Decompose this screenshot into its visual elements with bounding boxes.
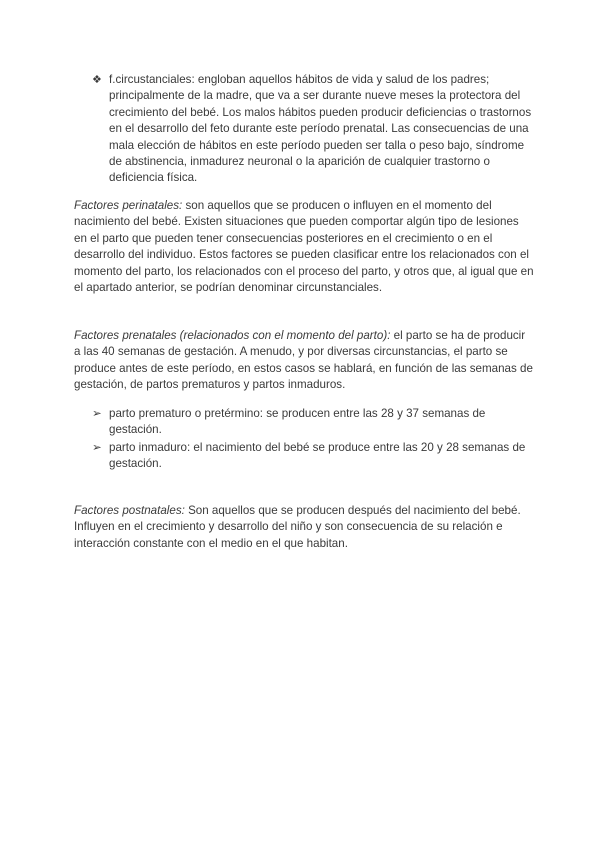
bullet-text: f.circustanciales: engloban aquellos hábitos de vida y salud de los padres; principalmente de la madre, que va a ser durante nueve meses la protectora del crecimiento del bebé. Los malos hábitos pueden producir deficiencias o trastornos en el desarrollo del feto durante este período prenatal. Las consecuencias de una mala elección de hábitos en este período pueden ser talla o peso bajo, síndrome de abstinencia, inmadurez neuronal o la aparición de cualquier trastorno o deficiencia física. bbox=[109, 73, 532, 185]
arrow-bullet-icon: ➢ bbox=[92, 440, 102, 454]
list-item-text: parto inmaduro: el nacimiento del bebé se produce entre las 20 y 28 semanas de gestación. bbox=[109, 440, 526, 471]
parto-list bbox=[92, 406, 532, 474]
list-item-text: parto prematuro o pretérmino: se producen entre las 28 y 37 semanas de gestación. bbox=[109, 407, 486, 437]
list-item bbox=[92, 440, 532, 473]
diamond-bullet-icon: ❖ bbox=[92, 74, 102, 86]
postnatal-paragraph bbox=[74, 503, 534, 552]
prenatal-paragraph bbox=[74, 328, 534, 394]
list-item bbox=[92, 406, 532, 439]
prenatal-text: el parto se ha de producir a las 40 semanas de gestación. A menudo, y por diversas circunstancias, el parto se produce antes de este período, en estos casos se hablará, en función de las semanas de gestación, de partos prematuros y partos inmaduros. bbox=[74, 329, 533, 392]
prenatal-title: Factores prenatales (relacionados con el momento del parto): bbox=[74, 329, 391, 342]
perinatal-title: Factores perinatales: bbox=[74, 199, 183, 212]
arrow-bullet-icon: ➢ bbox=[92, 407, 102, 420]
circumstantial-factors-bullet bbox=[92, 72, 532, 187]
postnatal-title: Factores postnatales: bbox=[74, 504, 185, 517]
postnatal-text: Son aquellos que se producen después del nacimiento del bebé. Influyen en el crecimiento y desarrollo del niño y son consecuencia de su relación e interacción constante con el medio en el que habitan. bbox=[74, 504, 521, 550]
perinatal-paragraph bbox=[74, 198, 534, 296]
bullet-row bbox=[92, 72, 532, 187]
perinatal-text: son aquellos que se producen o influyen en el momento del nacimiento del bebé. Existen situaciones que pueden comportar algún tipo de lesiones en el parto que pueden tener consecuencias posteriores en el crecimiento o en el desarrollo del individuo. Estos factores se pueden clasificar entre los relacionados con el momento del parto, los relacionados con el proceso del parto, y otros que, al igual que en el apartado anterior, se podrían denominar circunstanciales. bbox=[74, 199, 534, 295]
